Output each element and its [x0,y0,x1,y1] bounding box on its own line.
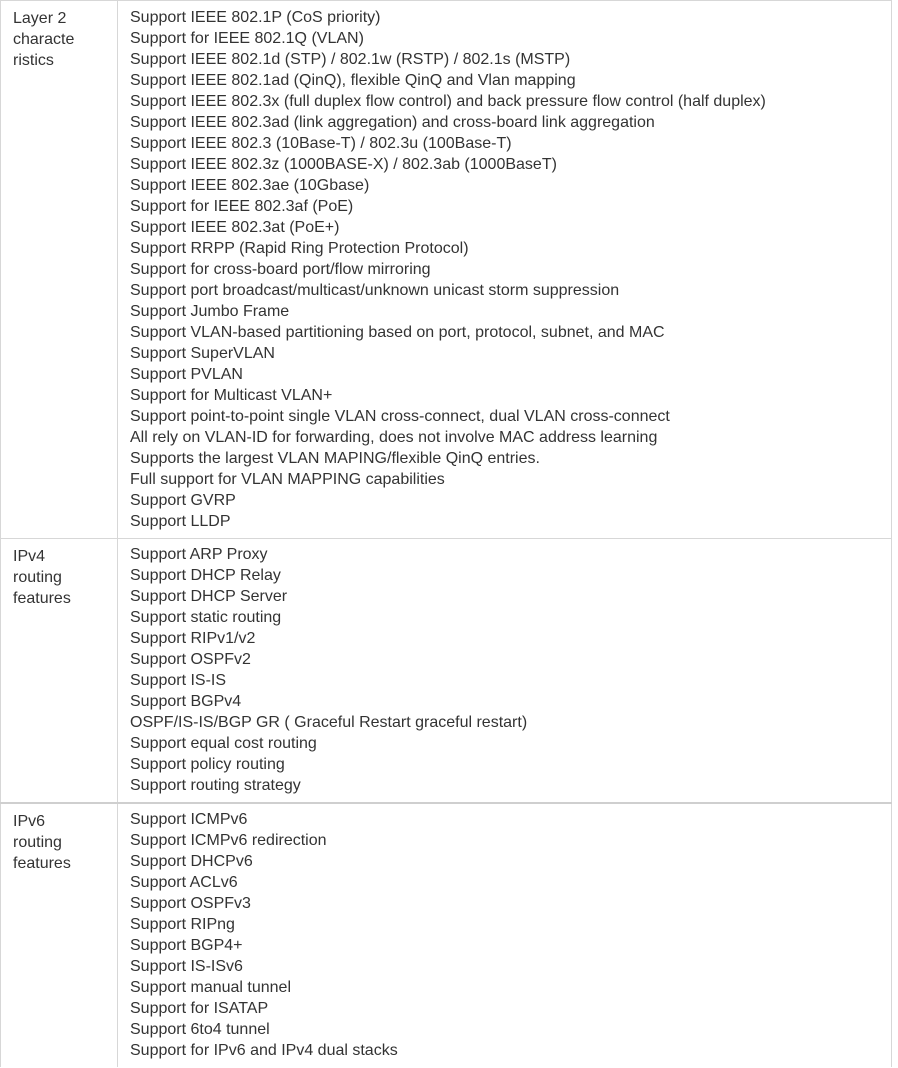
feature-list-item: Support IEEE 802.3ae (10Gbase) [130,177,370,194]
feature-list-item: Support VLAN-based partitioning based on port, protocol, subnet, and MAC [130,324,665,341]
section-items-cell [118,539,892,804]
feature-list-item: Support BGP4+ [130,937,243,954]
feature-list-item: Support RRPP (Rapid Ring Protection Protocol) [130,240,469,257]
section-items-cell [118,1,892,539]
feature-list-item: All rely on VLAN-ID for forwarding, does not involve MAC address learning [130,429,658,446]
section-label: IPv6 routing features [13,813,71,872]
feature-list-item: Support for IPv6 and IPv4 dual stacks [130,1042,398,1059]
feature-list-item: Support RIPv1/v2 [130,630,256,647]
section-label-cell [1,539,118,804]
feature-list-item: Support static routing [130,609,282,626]
feature-list-item: Support for cross-board port/flow mirroring [130,261,431,278]
section-items-cell [118,803,892,1067]
feature-list-item: Full support for VLAN MAPPING capabilities [130,471,445,488]
feature-list-item: Support ARP Proxy [130,546,268,563]
feature-list-item: Support PVLAN [130,366,243,383]
feature-list-item: Support policy routing [130,756,285,773]
feature-list-item: Support 6to4 tunnel [130,1021,270,1038]
feature-list-item: Support ICMPv6 [130,811,248,828]
section-label: Layer 2 characte ristics [13,10,75,69]
feature-list-item: Support for IEEE 802.3af (PoE) [130,198,354,215]
feature-list-item: Support IS-ISv6 [130,958,243,975]
feature-list-item: Support routing strategy [130,777,301,794]
feature-list-item: Support equal cost routing [130,735,317,752]
feature-list-item: Support IEEE 802.3ad (link aggregation) and cross-board link aggregation [130,114,655,131]
feature-list-item: Support port broadcast/multicast/unknown unicast storm suppression [130,282,620,299]
feature-list-item: Support IEEE 802.3z (1000BASE-X) / 802.3ab (1000BaseT) [130,156,557,173]
feature-list-item: Support DHCP Server [130,588,288,605]
feature-list-item: Supports the largest VLAN MAPING/flexible QinQ entries. [130,450,540,467]
feature-list-item: Support ICMPv6 redirection [130,832,327,849]
feature-list-item: Support for ISATAP [130,1000,269,1017]
table-row-layer2 [1,1,892,539]
feature-list-item: Support IEEE 802.3x (full duplex flow control) and back pressure flow control (half duplex) [130,93,766,110]
feature-list-item: Support IEEE 802.1d (STP) / 802.1w (RSTP) / 802.1s (MSTP) [130,51,571,68]
feature-list-item: Support for IEEE 802.1Q (VLAN) [130,30,364,47]
feature-list-item: Support ACLv6 [130,874,238,891]
feature-list-item: Support BGPv4 [130,693,242,710]
feature-list-item: Support Jumbo Frame [130,303,290,320]
feature-list-item: Support IEEE 802.1ad (QinQ), flexible QinQ and Vlan mapping [130,72,576,89]
feature-list-item: Support IEEE 802.3at (PoE+) [130,219,340,236]
feature-list-item: Support SuperVLAN [130,345,275,362]
section-label-cell [1,803,118,1067]
table-row-ipv6-routing [1,803,892,1067]
section-label-cell [1,1,118,539]
feature-list-item: OSPF/IS-IS/BGP GR ( Graceful Restart graceful restart) [130,714,528,731]
table-row-ipv4-routing [1,539,892,804]
section-label: IPv4 routing features [13,548,71,607]
feature-list-item: Support point-to-point single VLAN cross-connect, dual VLAN cross-connect [130,408,670,425]
feature-list-item: Support RIPng [130,916,235,933]
feature-spec-table-body [1,1,892,1068]
feature-list-item: Support DHCP Relay [130,567,281,584]
feature-list-item: Support OSPFv3 [130,895,251,912]
feature-list-item: Support manual tunnel [130,979,291,996]
feature-list-item: Support DHCPv6 [130,853,253,870]
feature-list-item: Support IS-IS [130,672,227,689]
feature-list-item: Support OSPFv2 [130,651,251,668]
feature-list-item: Support IEEE 802.3 (10Base-T) / 802.3u (100Base-T) [130,135,512,152]
feature-list-item: Support IEEE 802.1P (CoS priority) [130,9,381,26]
feature-list-item: Support GVRP [130,492,236,509]
feature-list-item: Support LLDP [130,513,231,530]
feature-list-item: Support for Multicast VLAN+ [130,387,333,404]
